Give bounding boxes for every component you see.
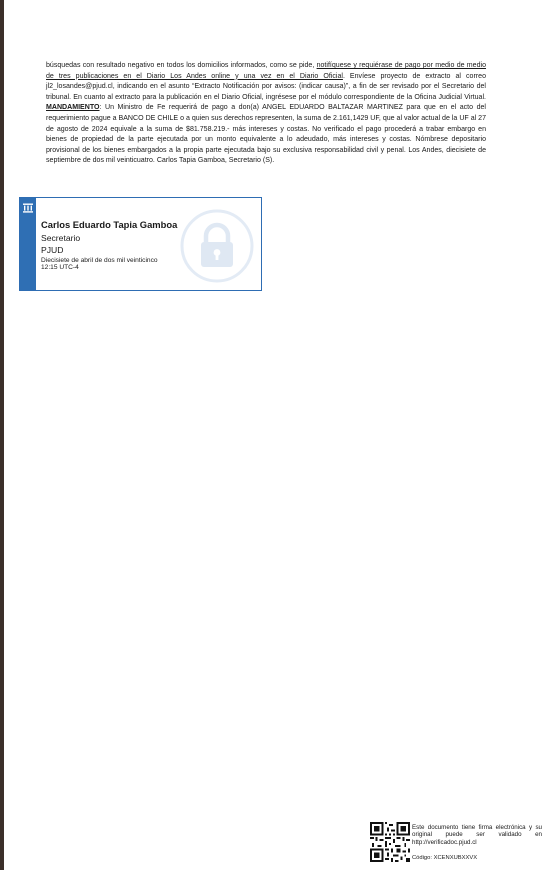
signature-time: 12:15 UTC-4: [41, 264, 79, 271]
signature-date: Diecisiete de abril de dos mil veinticinco: [41, 257, 158, 264]
electronic-signature-box: [19, 197, 262, 291]
signer-role: Secretario: [41, 233, 81, 243]
text-underlined-order: notifíquese y requiérase de pago por medio de medio de tres publicaciones en el Diario Los Andes online y una vez en el Diario Oficial: [46, 62, 487, 80]
mandamiento-heading: MANDAMIENTO: [46, 104, 100, 112]
qr-code-icon: [370, 822, 410, 862]
padlock-icon: [180, 209, 254, 283]
text-part-2: . Envíese proyecto de extracto al correo jl2_losandes@pjud.cl, indicando en el asunto “Extracto Notificación por avisos: (indicar causa)”, a fin de ser revisado por el Secretario del tribunal. En cuanto al extracto para la publicación en el Diario Oficial, ingrésese por el módulo correspondiente de la Oficina Judicial Virtual.: [46, 72, 486, 101]
signature-accent-bar: [20, 198, 36, 290]
resolution-text: [46, 61, 486, 167]
courthouse-icon: [22, 202, 34, 214]
signer-name: Carlos Eduardo Tapia Gamboa: [41, 219, 178, 230]
signer-organization: PJUD: [41, 245, 64, 255]
verification-notice: Este documento tiene firma electrónica y su original puede ser validado en http://verificadoc.pjud.cl: [412, 824, 542, 846]
text-part-3: : Un Ministro de Fe requerirá de pago a don(a) ANGEL EDUARDO BALTAZAR MARTINEZ para que en el acto del requerimiento pague a BANCO DE CHILE o a quien sus derechos representen, la suma de 2.161,1429 UF, que al valor actual de la UF al 27 de agosto de 2024 equivale a la suma de $81.758.219.- más intereses y costas. No verificado el pago procederá a trabar embargo en bienes de propiedad de la parte ejecutada por un monto equivalente a lo adeudado, más intereses y costas. Nómbrese depositario provisional de los bienes embargados a la propia parte ejecutada bajo su exclusiva responsabilidad civil y penal. Los Andes, diecisiete de septiembre de dos mil veinticuatro. Carlos Tapia Gamboa, Secretario (S).: [46, 104, 486, 165]
verification-code: Código: XCENXUBXXVX: [412, 855, 478, 861]
page-left-border: [0, 0, 4, 870]
text-part-1: búsquedas con resultado negativo en todos los domicilios informados, como se pide,: [46, 62, 317, 69]
